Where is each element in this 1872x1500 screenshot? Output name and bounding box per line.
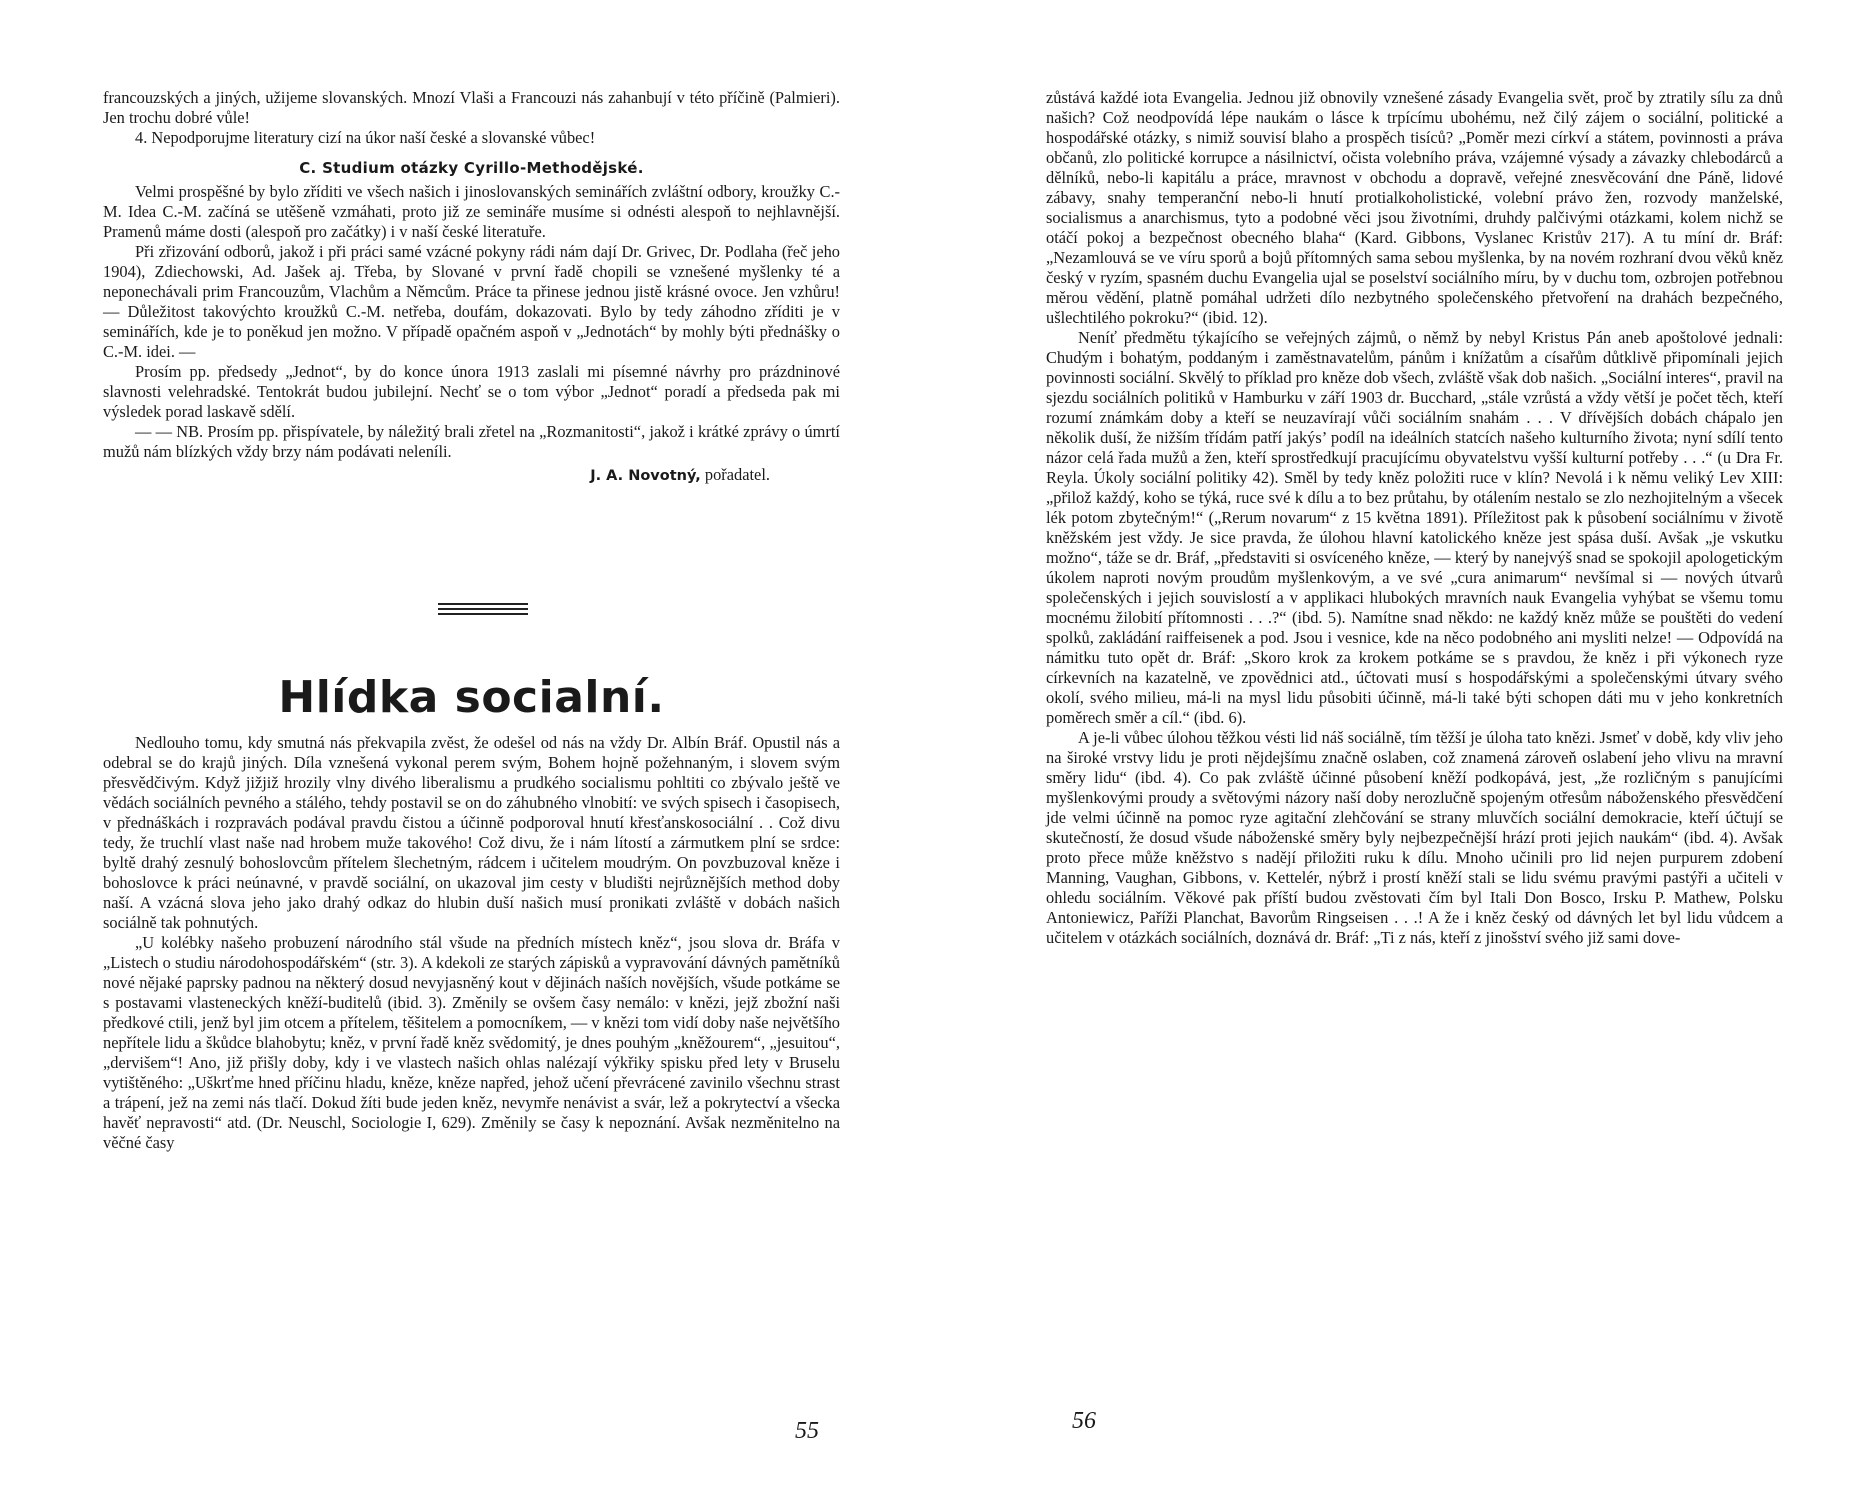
left-para-8: „U kolébky našeho probuzení národního stál všude na předních místech kněz“, jsou slova dr. Bráfa v „Listech o studiu národohospodářském“ (str. 3). A kdekoli ze starých zápisků a vypravování dávných pamětníků nové nějaké paprsky padnou na některý dosud nevyjasněný kout v dějinách naších novějších, všude potkáme se s postavami vlasteneckých kněží-buditelů (ibid. 3). Změnily se ovšem časy nemálo: v knězi, jejž zbožní naši předkové ctili, jenž byl jim otcem a přítelem, těšitelem a pomocníkem, — v knězi tom vidí doby naše největšího nepřítele lidu a škůdce blahobytu; kněz, v první řadě kněz svědomitý, je dnes pouhým „kněžourem“, „jesuitou“, „dervišem“! Ano, již přišly doby, kdy i ve vlastech našich ohlas nalézají výkřiky spisku před lety v Bruselu vytištěného: „Uškrťme hned příčinu hladu, kněze, kněze napřed, jehož učení převrácené zavinilo všechnu strast a trápení, jež na zemi nás tlačí. Dokud žíti bude jeden kněz, nevymře nenávist a svár, lež a pokrytectví a všecka havěť nepravosti“ atd. (Dr. Neuschl, Sociologie I, 629). Změnily se časy k nepoznání. Avšak nezměnitelno na věčné časy — [103, 933, 840, 1152]
left-para-4: Při zřizování odborů, jakož i při práci samé vzácné pokyny rádi nám dají Dr. Grivec, Dr. Podlaha (řeč jeho 1904), Zdiechowski, Ad. Jašek aj. Třeba, by Slované v první řadě chopili se vznešené myšlenky té a neponechávali prim Francouzům, Vlachům a Němcům. Práce ta přinese jednou jistě krásné ovoce. Jen vzhůru! — Důležitost takovýchto kroužků C.-M. netřeba, doufám, dokazovati. Bylo by tedy záhodno zříditi je v seminářích, kde je to poněkud jen možno. V případě opačném aspoň v „Jednotách“ by mohly býti přednášky o C.-M. idei. — — [103, 242, 840, 361]
signature-role: pořadatel. — [700, 465, 770, 484]
decorative-rule — [438, 603, 528, 618]
left-para-7: Nedlouho tomu, kdy smutná nás překvapila zvěst, že odešel od nás na vždy Dr. Albín Bráf. Opustil nás a odebral se do krajů jiných. Díla vznešená vykonal perem svým, Bohem hojně požehnaným, i slovem svým přesvědčivým. Když jižjiž hrozily vlny divého liberalismu a prudkého socialismu pohltiti co zbývalo ještě ve vědách sociálních pevného a stálého, tehdy postavil se on do záhubného vlnobití: ve svých spisech i časopisech, v přednáškách i rozpravách podával pravdu čistou a účinně podporoval hnutí křesťanskosociální . . Což divu tedy, že truchlí vlast naše nad hrobem muže takového! Což divu, že i nám lítostí a zármutkem plní se srdce: byltě drahý zesnulý bohoslovcům přítelem šlechetným, rádcem i učitelem moudrým. On povzbuzoval kněze i bohoslovce k práci neúnavné, v pravdě sociální, on ukazoval jim cesty v bludišti nejrůznějších method doby naší. A vzácná slova jeho jako drahý odkaz do hlubin duší našich musí pronikati zvláště v dobách našich sociálně tak pohnutých. — [103, 733, 840, 932]
right-text-column — [1046, 88, 1783, 948]
heading-studium: C. Studium otázky Cyrillo-Methodějské. — [299, 159, 644, 177]
left-para-6: — — NB. Prosím pp. přispívatele, by náležitý brali zřetel na „Rozmanitosti“, jakož i krátké zprávy o úmrtí mužů nám blízkých vždy brzy nám podávati neleníli. — [103, 422, 840, 461]
left-para-3: Velmi prospěšné by bylo zříditi ve všech našich i jinoslovanských seminářích zvláštní odbory, kroužky C.-M. Idea C.-M. začíná se utěšeně vzmáhati, proto již ze semináře musíme si odnésti alespoň to nejhlavnější. Pramenů máme dosti (alespoň pro začátky) i v naší české literatuře. — [103, 182, 840, 241]
right-page — [936, 0, 1872, 1500]
section-title: Hlídka socialní. — [278, 672, 665, 723]
signature — [103, 465, 840, 486]
right-para-1: zůstává každé iota Evangelia. Jednou již obnovily vznešené zásady Evangelia svět, proč by ztratily sílu za dnů našich? Což neodpovídá lépe naukám o lásce k trpícímu ubohému, než čilý zájem o sociální, politické a hospodářské otázky, s nimiž souvisí blaho a prospěch tisíců? „Poměr mezi církví a státem, povinnosti a práva občanů, zlo politické korrupce a násilnictví, očista volebního práva, vzájemné výsady a závazky chlebodárců a dělníků, nebo-li kapitálu a práce, mravnost v obchodu a dopravě, veřejné znesvěcování dne Páně, lidové zábavy, snahy temperanční nebo-li hnutí protialkoholistické, volební právo žen, rozvody manželské, socialismus a anarchismus, tyto a podobné věci jsou životními, druhdy palčivými otázkami, kolem nichž se otáčí pokoj a bezpečnost obecného blaha“ (Kard. Gibbons, Vyslanec Kristův 217). A tu míní dr. Bráf: „Nezamlouvá se ve víru sporů a bojů přítomných sama sebou myšlenka, by na novém rozhraní dvou věků kněz český v ryzím, spasném duchu Evangelia ujal se poselství sociálního míru, by v duchu tom, ozbrojen potřebnou měrou vědění, platně pomáhal udržeti dílo nezbytného společenského přetvoření na drahách bezpečného, ušlechtilého pokroku?“ (ibid. 12). — [1046, 88, 1783, 327]
left-para-2: 4. Nepodporujme literatury cizí na úkor naší české a slovanské vůbec! — [135, 128, 596, 147]
left-article-column — [103, 733, 840, 1153]
right-para-3: A je-li vůbec úlohou těžkou vésti lid náš sociálně, tím těžší je úloha tato knězi. Jsmeť v době, kdy vliv jeho na široké vrstvy lidu je proti nějdejšímu značně oslaben, což znamená zároveň oslabení jeho vlivu na mravní směry lidu“ (ibd. 4). Co pak zvláště účinné působení kněží podkopává, jest, „že rozličným s panujícími myšlenkovými proudy a světovými názory naší doby nerozlučně spojeným otřesům náboženského přesvědčení jde velmi účinně na pomoc ryze agitační zlehčování se strany mluvčích sociální demokracie, kteří účtují se skutečností, že dosud všude náboženské směry byly nejbezpečnější hrází proti jejich naukám“ (ibd. 4). Avšak proto přece může kněžstvo s nadějí přiložiti ruku k dílu. Mnoho učinili pro lid nejen purpurem zdobení Manning, Vaughan, Gibbons, v. Kettelér, nýbrž i prostí kněží stali se lidu svému pravými pastýři a učiteli v ohledu sociálním. Věkové pak příští budou zvěstovati čím byl Itali Don Bosco, Irsku P. Mathew, Polsku Antoniewicz, Paříži Planchat, Bavorům Ringseisen . . .! A že i kněz český od dávných let byl lidu vůdcem a učitelem v otázkách sociálních, doznává dr. Bráf: „Ti z nás, kteří z jinošství svého již sami dove- — [1046, 728, 1783, 947]
left-text-column — [103, 88, 840, 486]
left-para-5: Prosím pp. předsedy „Jednot“, by do konce února 1913 zaslali mi písemné návrhy pro prázdninové slavnosti velehradské. Tentokrát budou jubilejní. Nechť se o tom výbor „Jednot“ poradí a předseda pak mi výsledek porad laskavě sdělí. — [103, 362, 840, 421]
signature-name: J. A. Novotný, — [590, 468, 701, 484]
page-number-left: 55 — [795, 1418, 819, 1444]
left-para-1: francouzských a jiných, užijeme slovanských. Mnozí Vlaši a Francouzi nás zahanbují v této příčině (Palmieri). Jen trochu dobré vůle! — [103, 88, 840, 127]
page-number-right: 56 — [1072, 1408, 1096, 1434]
right-para-2: Neníť předmětu týkajícího se veřejných zájmů, o němž by nebyl Kristus Pán aneb apoštolové jednali: Chudým i bohatým, poddaným i zaměstnavatelům, pánům i knížatům a císařům důtklivě připomínali jejich povinnosti sociální. Skvělý to příklad pro kněze dob všech, zvláště však dob našich. „Sociální interes“, pravil na sjezdu sociálních politiků v Hamburku v září 1903 dr. Bucchard, „stále vzrůstá a vždy větší je počet těch, kteří rozumí známkám doby a kteří se neuzavírají vůči sociálním snahám . . . V dřívějších dobách chápalo jen několik duší, že nižším třídám patří jakýs’ podíl na ideálních statcích našeho kulturního života; nyní sdílí tento názor celá řada mužů a žen, kteří sprostředkují pracujícímu obyvatelstvu vyšší kulturní potřeby . . .“ (u Dra Fr. Reyla. Úkoly sociální politiky 42). Směl by tedy kněz položiti ruce v klín? Nevolá i k němu veliký Lev XIII: „přilož každý, koho se týká, ruce své k dílu a to bez průtahu, by otálením nestalo se zlo nezhojitelným a všecek lék potom zbytečným!“ („Rerum novarum“ z 15 května 1891). Příležitost pak k působení sociálnímu v životě kněžském jest vždy. Je sice pravda, že úlohou hlavní katolického kněze jest spása duší. Avšak „je vskutku možno“, táže se dr. Bráf, „představiti si osvíceného kněze, — který by nanejvýš snad se spokojil apologetickým úkolem naproti novým proudům myšlenkovým, a ve své „cura animarum“ nevšímal si — nových útvarů společenských i jejich souvislostí a v applikaci hlubokých mravních nauk Evangelia vyhýbat se všemu tomu mocnému žilobití přítomnosti . . .?“ (ibd. 5). Namítne snad někdo: ne každý kněz může se pouštěti do vedení spolků, zakládání raiffeisenek a pod. Jsou i vesnice, kde na něco podobného ani mysliti nelze! — Odpovídá na námitku tuto opět dr. Bráf: „Skoro krok za krokem potkáme se s pravdou, že kněz i při výkonech ryze církevních na kazatelně, ve zpovědnici atd., účtovati musí s hospodářskými a společenskými útvary svého okolí, svého milieu, má-li na mysl lidu působiti účinně, má-li také býti schopen dáti mu v jeho konkretních poměrech směr a cíl.“ (ibd. 6). — [1046, 328, 1783, 727]
